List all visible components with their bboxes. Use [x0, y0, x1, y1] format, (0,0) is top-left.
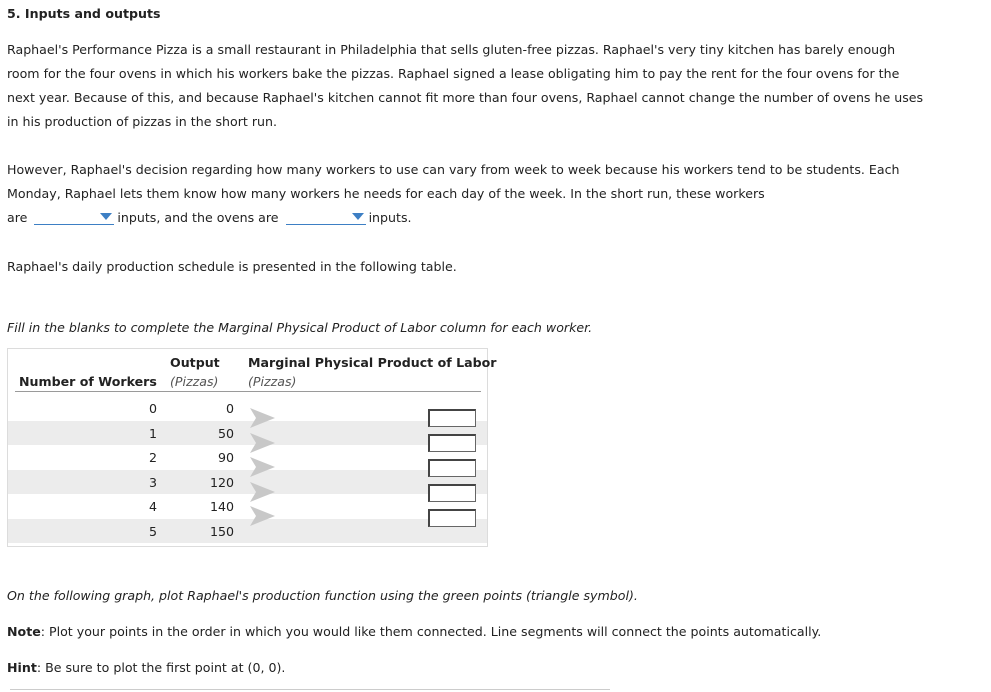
are-text: are [7, 210, 28, 225]
workers-input-type-dropdown[interactable] [34, 210, 114, 225]
header-output: Output [170, 355, 220, 370]
inputs-text: inputs. [368, 210, 412, 225]
workers-cell: 2 [148, 450, 157, 465]
workers-cell: 5 [148, 524, 157, 539]
workers-cell: 0 [148, 401, 157, 416]
header-mppl: Marginal Physical Product of Labor [248, 355, 497, 370]
workers-paragraph [7, 158, 937, 230]
output-cell: 150 [209, 524, 234, 539]
output-cell: 90 [217, 450, 234, 465]
output-cell: 140 [209, 499, 234, 514]
chevron-down-icon [352, 213, 364, 220]
mppl-input-worker-1[interactable] [428, 409, 476, 427]
question-page [7, 0, 982, 675]
output-cell: 50 [217, 426, 234, 441]
intro-line-1: Raphael's Performance Pizza is a small restaurant in Philadelphia that sells gluten-free pizzas. Raphael's very tiny kitchen has barely enough [7, 42, 896, 57]
header-mppl-unit: (Pizzas) [248, 374, 297, 389]
question-title: 5. Inputs and outputs [7, 6, 161, 21]
hint-body: : Be sure to plot the first point at (0, 0). [36, 660, 286, 675]
output-cell: 120 [209, 475, 234, 490]
intro-line-2: room for the four ovens in which his workers bake the pizzas. Raphael signed a lease obligating him to pay the rent for the four ovens for the [7, 66, 900, 81]
intro-line-3: next year. Because of this, and because Raphael's kitchen cannot fit more than four ovens, Raphael cannot change the number of ovens he uses [7, 90, 924, 105]
note-text [7, 620, 821, 644]
workers-line-2: Monday, Raphael lets them know how many workers he needs for each day of the week. In the short run, these workers [7, 186, 765, 201]
production-table [7, 348, 497, 547]
chevron-right-icon [248, 480, 278, 504]
workers-cell: 1 [148, 426, 157, 441]
mppl-input-worker-5[interactable] [428, 509, 476, 527]
note-label: Note [7, 624, 41, 639]
header-workers: Number of Workers [19, 374, 157, 389]
note-body: : Plot your points in the order in which you would like them connected. Line segments will connect the points automatically. [40, 624, 822, 639]
ovens-text: inputs, and the ovens are [117, 210, 279, 225]
ovens-input-type-dropdown[interactable] [286, 210, 366, 225]
section-divider [10, 689, 610, 690]
table-instructions: Fill in the blanks to complete the Marginal Physical Product of Labor column for each worker. [7, 320, 593, 335]
chevron-right-icon [248, 406, 278, 430]
header-output-unit: (Pizzas) [170, 374, 219, 389]
mppl-input-worker-3[interactable] [428, 459, 476, 477]
chevron-right-icon [248, 455, 278, 479]
mppl-input-worker-4[interactable] [428, 484, 476, 502]
workers-cell: 3 [148, 475, 157, 490]
workers-line-1: However, Raphael's decision regarding how many workers to use can vary from week to week because his workers tend to be students. Each [7, 162, 900, 177]
hint-label: Hint [7, 660, 37, 675]
chevron-right-icon [248, 431, 278, 455]
workers-line-3 [7, 206, 937, 230]
header-divider [15, 391, 481, 392]
hint-text [7, 656, 285, 680]
intro-line-4: in his production of pizzas in the short run. [7, 114, 277, 129]
workers-cell: 4 [148, 499, 157, 514]
mppl-input-worker-2[interactable] [428, 434, 476, 452]
schedule-intro: Raphael's daily production schedule is presented in the following table. [7, 259, 457, 274]
intro-paragraph [7, 38, 937, 134]
chevron-right-icon [248, 504, 278, 528]
output-cell: 0 [225, 401, 234, 416]
graph-instructions: On the following graph, plot Raphael's production function using the green points (triangle symbol). [7, 588, 638, 603]
chevron-down-icon [100, 213, 112, 220]
